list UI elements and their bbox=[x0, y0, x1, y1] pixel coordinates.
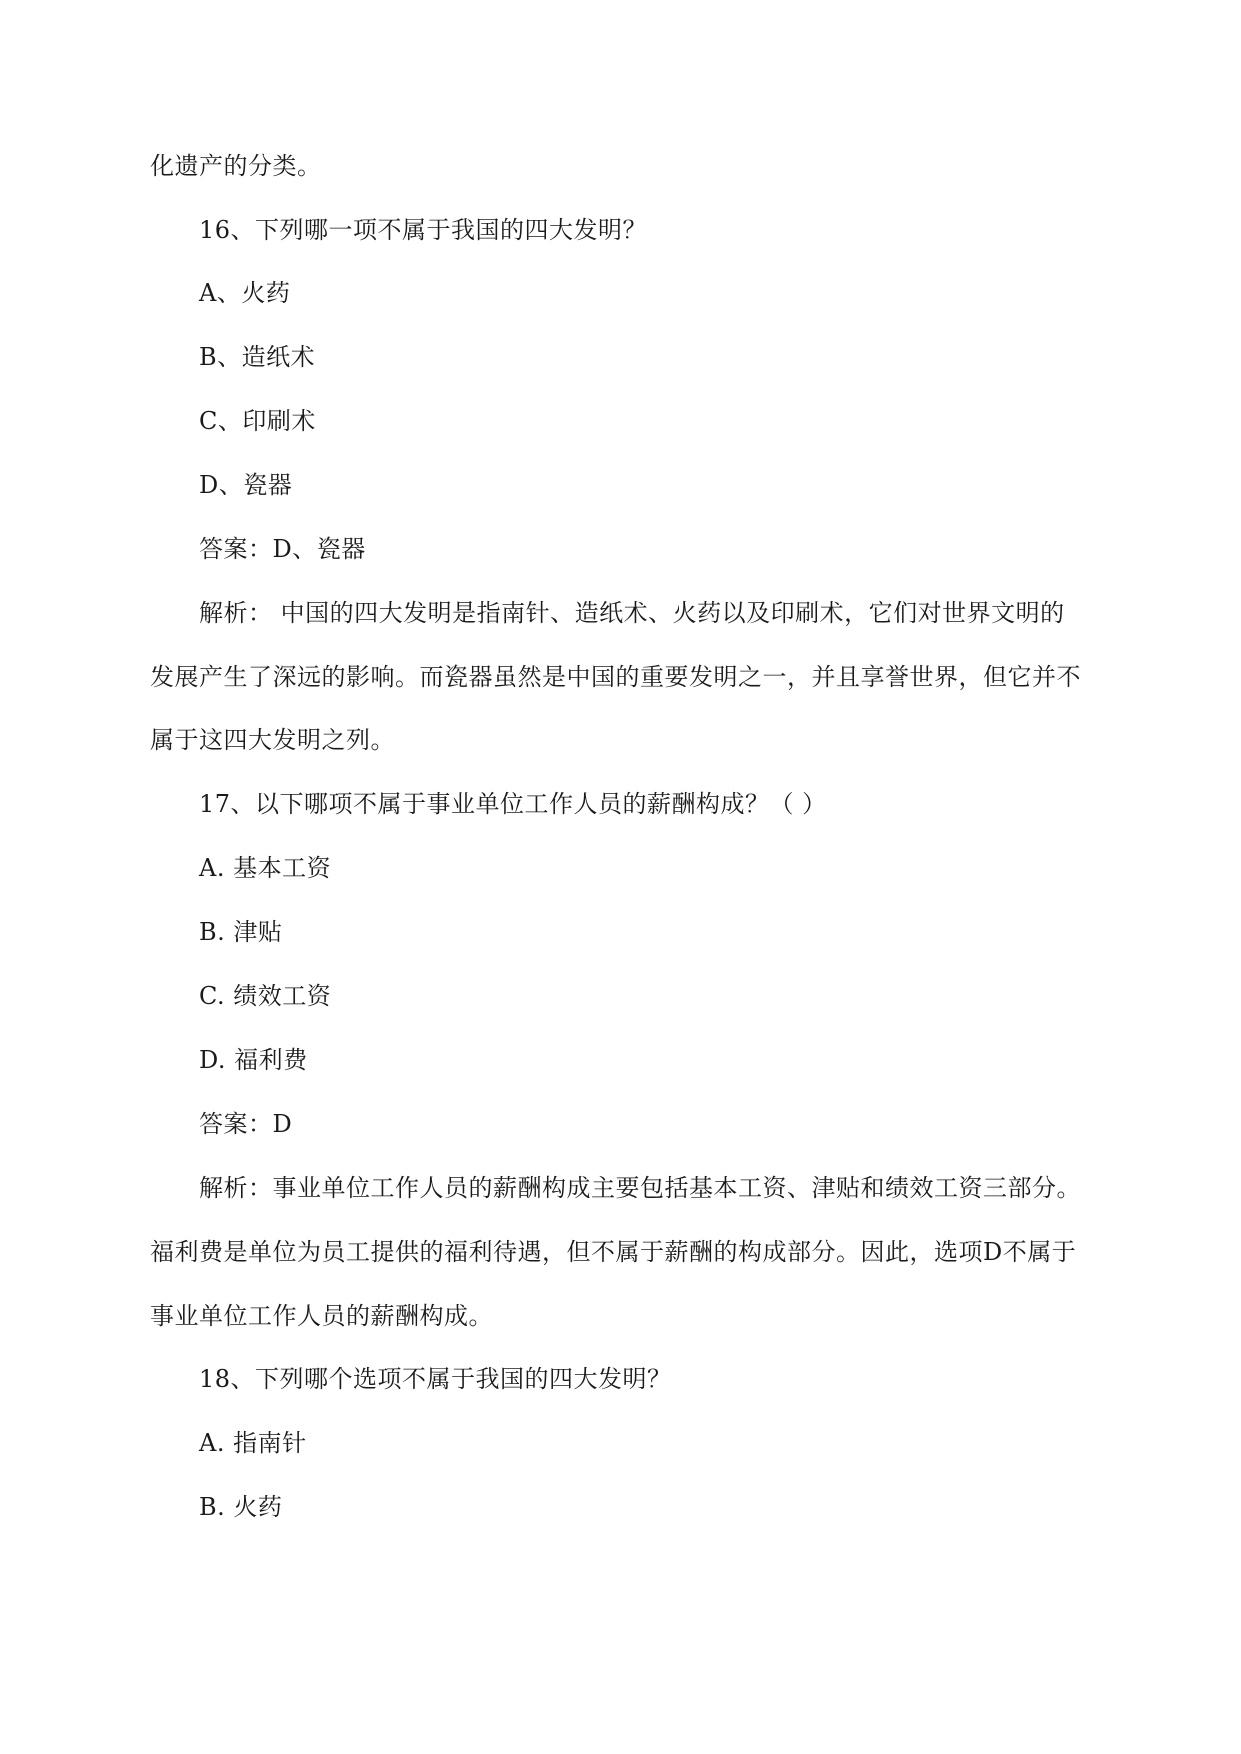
q16-option-d: D、瓷器 bbox=[199, 471, 293, 499]
q17-analysis-line-3: 事业单位工作人员的薪酬构成。 bbox=[150, 1302, 493, 1330]
q16-option-b: B、造纸术 bbox=[199, 343, 316, 371]
q17-option-c: C. 绩效工资 bbox=[199, 982, 332, 1010]
q17-option-a: A. 基本工资 bbox=[199, 854, 332, 882]
q16-option-a: A、火药 bbox=[199, 279, 291, 307]
q16-analysis-line-2: 发展产生了深远的影响。而瓷器虽然是中国的重要发明之一，并且享誉世界，但它并不 bbox=[150, 663, 1081, 691]
q17-analysis-line-2: 福利费是单位为员工提供的福利待遇，但不属于薪酬的构成部分。因此，选项D不属于 bbox=[150, 1238, 1077, 1266]
question-18: 18、下列哪个选项不属于我国的四大发明？ bbox=[199, 1365, 672, 1393]
q18-option-b: B. 火药 bbox=[199, 1493, 283, 1521]
q17-answer: 答案：D bbox=[199, 1110, 293, 1138]
q17-option-d: D. 福利费 bbox=[199, 1046, 308, 1074]
q17-option-b: B. 津贴 bbox=[199, 918, 283, 946]
question-17: 17、以下哪项不属于事业单位工作人员的薪酬构成？（ ） bbox=[199, 790, 827, 818]
q16-analysis-line-1: 解析： 中国的四大发明是指南针、造纸术、火药以及印刷术，它们对世界文明的 bbox=[199, 599, 1065, 627]
q16-answer: 答案：D、瓷器 bbox=[199, 535, 366, 563]
q16-option-c: C、印刷术 bbox=[199, 407, 316, 435]
paragraph-continuation: 化遗产的分类。 bbox=[150, 152, 322, 180]
q18-option-a: A. 指南针 bbox=[199, 1429, 307, 1457]
q16-analysis-line-3: 属于这四大发明之列。 bbox=[150, 726, 395, 754]
q17-analysis-line-1: 解析：事业单位工作人员的薪酬构成主要包括基本工资、津贴和绩效工资三部分。 bbox=[199, 1174, 1081, 1202]
question-16: 16、下列哪一项不属于我国的四大发明？ bbox=[199, 216, 648, 244]
